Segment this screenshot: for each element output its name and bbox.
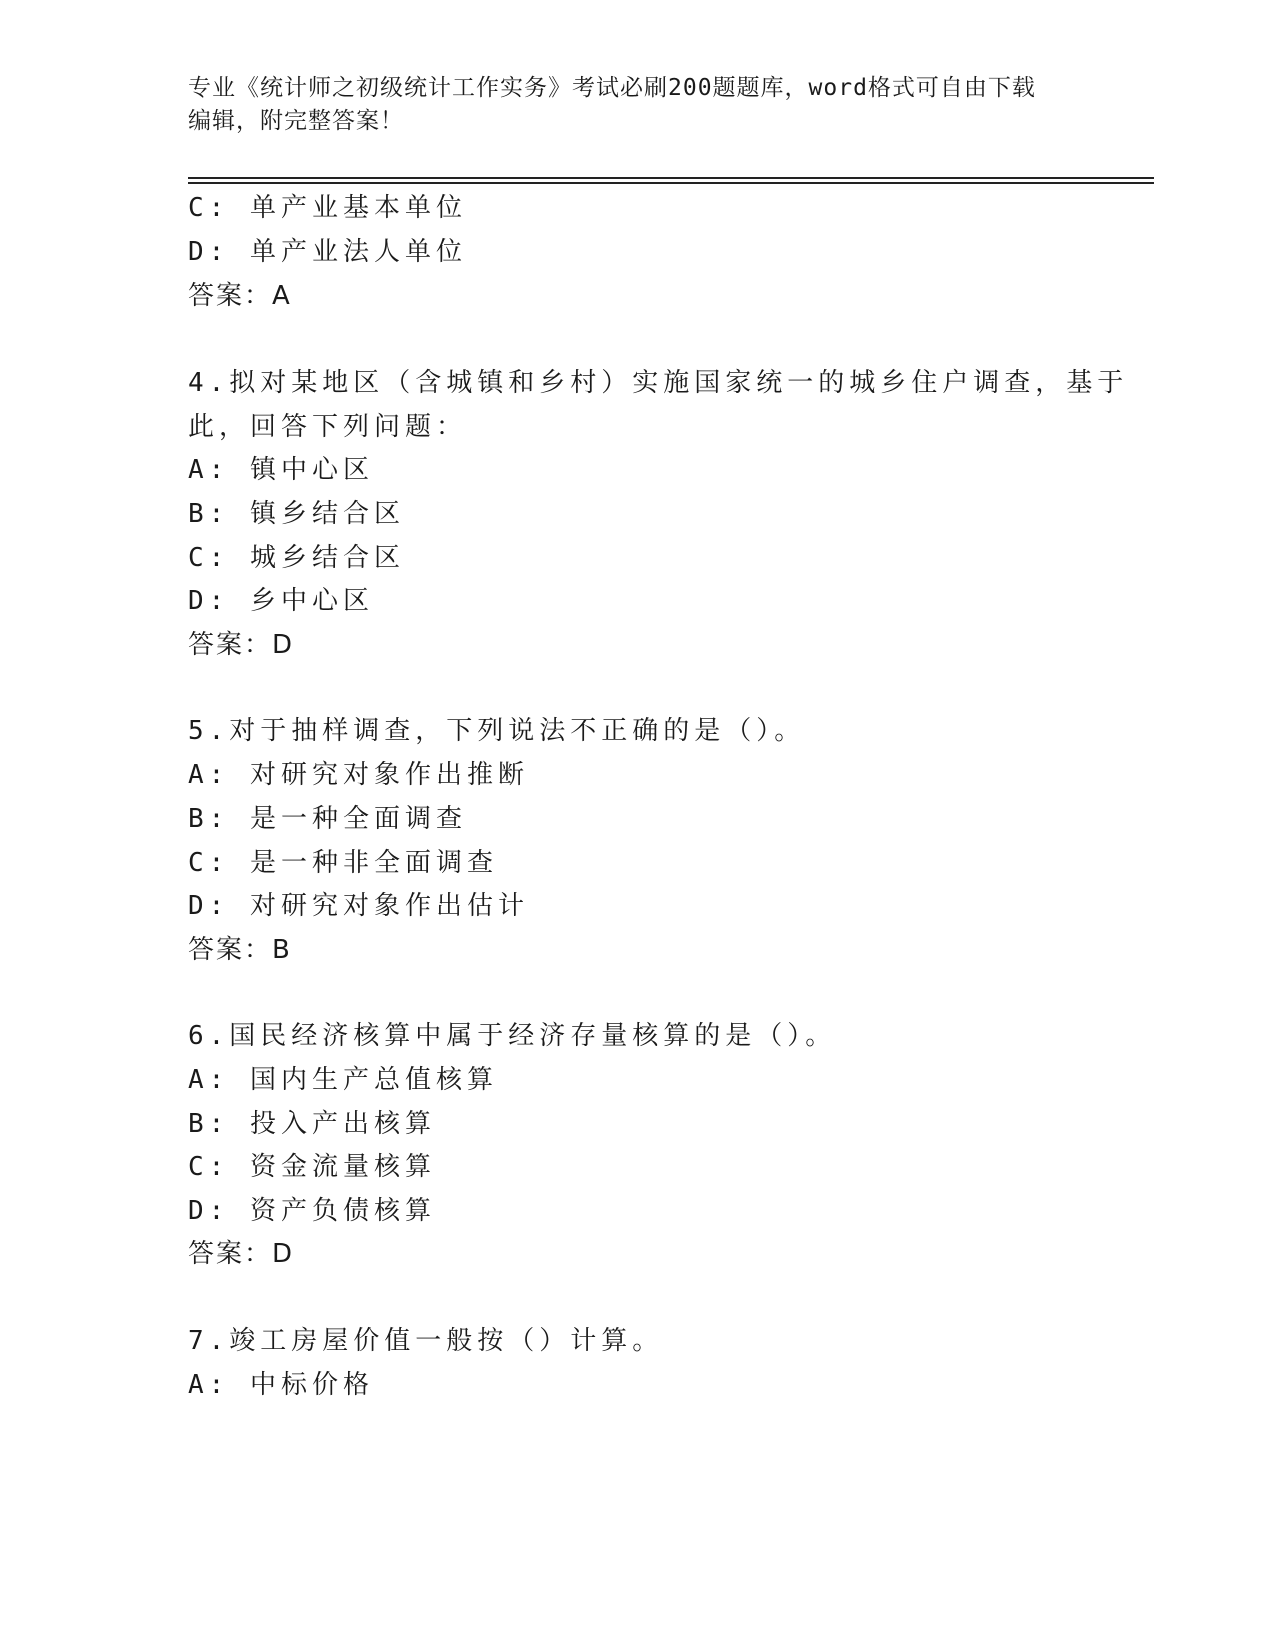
q5-option-b: B: 是一种全面调查 [188, 804, 467, 834]
q4-option-c: C: 城乡结合区 [188, 543, 405, 573]
q5-option-d: D: 对研究对象作出估计 [188, 891, 529, 921]
q5-stem: 5.对于抽样调查，下列说法不正确的是（）。 [188, 716, 806, 746]
q3-option-d: D: 单产业法人单位 [188, 237, 467, 267]
q6-option-d: D: 资产负债核算 [188, 1196, 436, 1226]
q4-option-b: B: 镇乡结合区 [188, 499, 405, 529]
q5-option-c: C: 是一种非全面调查 [188, 848, 498, 878]
q7-option-a: A: 中标价格 [188, 1370, 374, 1400]
q6-answer: 答案：D [188, 1239, 295, 1269]
q4-option-d: D: 乡中心区 [188, 586, 374, 616]
q4-answer: 答案：D [188, 630, 295, 660]
q7-stem: 7.竣工房屋价值一般按（）计算。 [188, 1326, 664, 1356]
q6-option-a: A: 国内生产总值核算 [188, 1065, 498, 1095]
q6-stem: 6.国民经济核算中属于经济存量核算的是（）。 [188, 1021, 837, 1051]
q3-option-c: C: 单产业基本单位 [188, 193, 467, 223]
q4-stem-line-1: 4.拟对某地区（含城镇和乡村）实施国家统一的城乡住户调查，基于 [188, 368, 1129, 398]
q6-option-c: C: 资金流量核算 [188, 1152, 436, 1182]
q5-option-a: A: 对研究对象作出推断 [188, 760, 529, 790]
header-title-line-2: 编辑，附完整答案！ [188, 108, 404, 134]
q6-option-b: B: 投入产出核算 [188, 1109, 436, 1139]
q4-stem-line-2: 此，回答下列问题： [188, 412, 468, 442]
q3-answer: 答案：A [188, 281, 292, 311]
header-divider-top [188, 177, 1154, 179]
q5-answer: 答案：B [188, 935, 292, 965]
q4-option-a: A: 镇中心区 [188, 455, 374, 485]
header-title-line-1: 专业《统计师之初级统计工作实务》考试必刷200题题库，word格式可自由下载 [188, 75, 1036, 101]
document-header [188, 72, 1068, 138]
header-divider-bottom [188, 182, 1154, 184]
